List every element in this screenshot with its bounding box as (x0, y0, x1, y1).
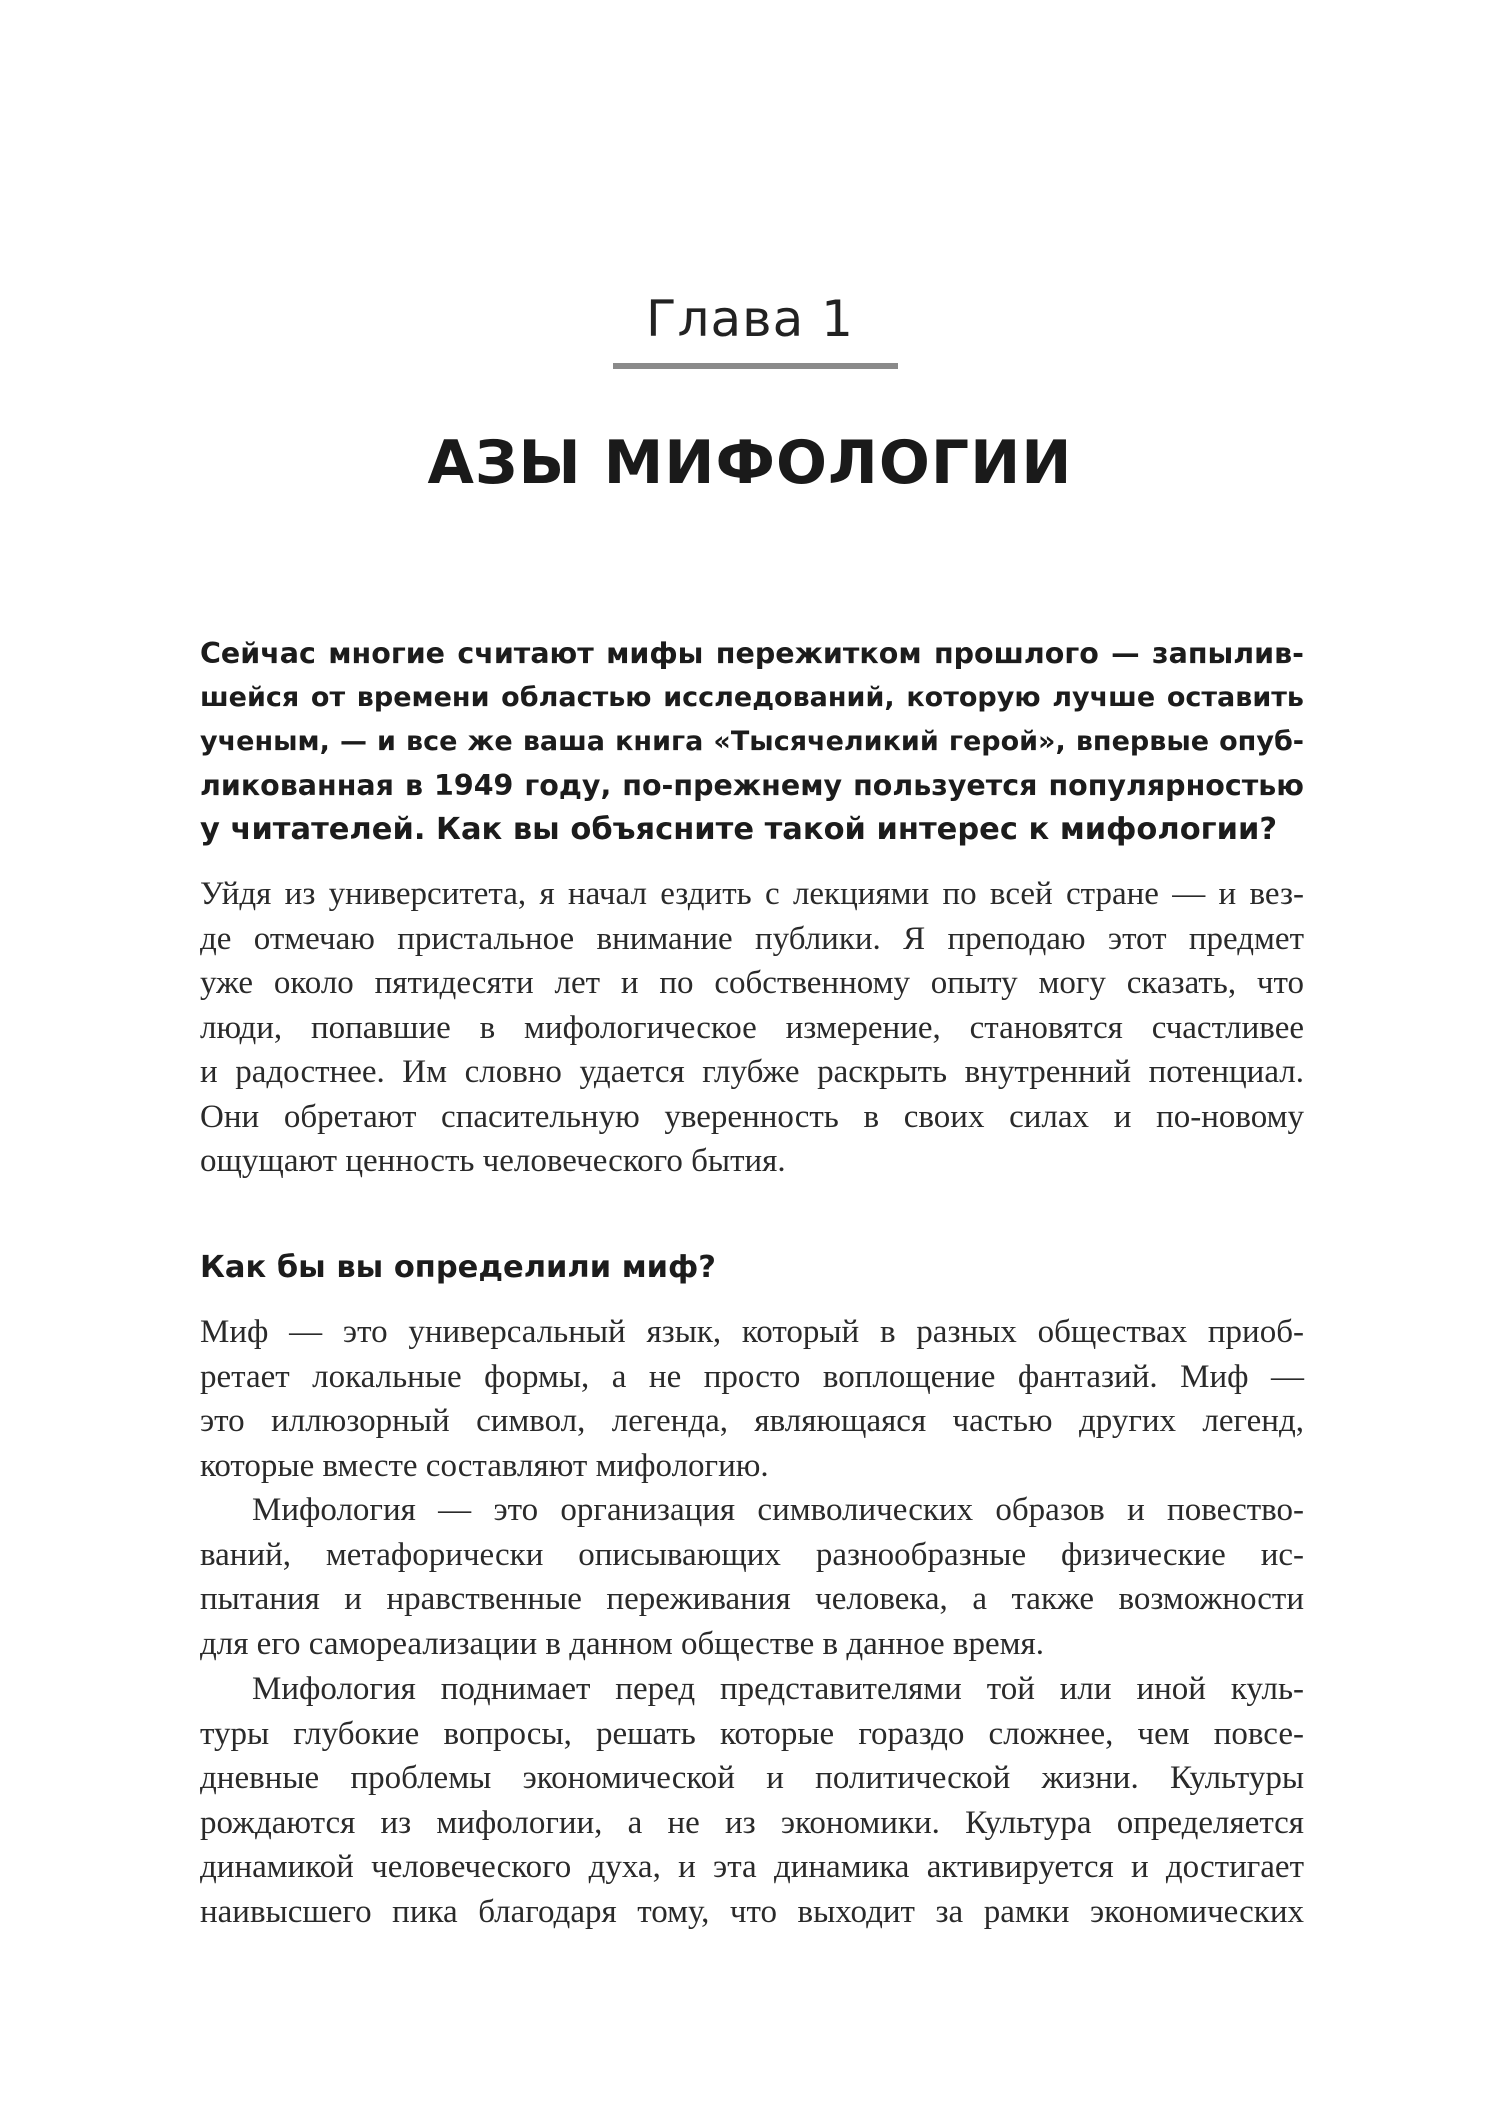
answer-1 (200, 872, 1304, 1184)
answer-2-line: дневные проблемы экономической и политической жизни. Культуры (200, 1760, 1304, 1796)
question-2 (200, 1246, 1304, 1290)
question-1-line: у читателей. Как вы объясните такой интерес к мифологии? (200, 812, 1278, 847)
question-2-line: Как бы вы определили миф? (200, 1250, 716, 1285)
answer-2-paragraph-3 (200, 1667, 1304, 1934)
question-1-line: Сейчас многие считают мифы пережитком прошлого — запылив- (200, 637, 1304, 670)
question-1-line: ликованная в 1949 году, по-прежнему пользуется популярностью (200, 769, 1304, 802)
answer-2-line: туры глубокие вопросы, решать которые гораздо сложнее, чем повсе- (200, 1715, 1304, 1752)
chapter-divider (613, 363, 898, 369)
answer-2-line: рождаются из мифологии, а не из экономики. Культура определяется (200, 1804, 1304, 1841)
answer-1-line: Они обретают спасительную уверенность в своих силах и по-новому (200, 1098, 1304, 1135)
answer-2-paragraph-1 (200, 1310, 1304, 1488)
answer-2-line: наивысшего пика благодаря тому, что выходит за рамки экономических (200, 1893, 1304, 1930)
answer-1-line: люди, попавшие в мифологическое измерение, становятся счастливее (200, 1009, 1304, 1046)
question-1-line: ученым, — и все же ваша книга «Тысячеликий герой», впервые опуб- (200, 726, 1304, 757)
answer-1-line: и радостнее. Им словно удается глубже раскрыть внутренний потенциал. (200, 1054, 1304, 1090)
answer-1-line: де отмечаю пристальное внимание публики. Я преподаю этот предмет (200, 920, 1304, 957)
question-1-line: шейся от времени областью исследований, которую лучше оставить (200, 682, 1304, 713)
answer-2-line: ваний, метафорически описывающих разнообразные физические ис- (200, 1536, 1304, 1573)
answer-2-line: Мифология поднимает перед представителями той или иной куль- (252, 1671, 1304, 1707)
answer-2-line: для его самореализации в данном обществе в данное время. (200, 1625, 1044, 1662)
answer-1-line: уже около пятидесяти лет и по собственному опыту могу сказать, что (200, 965, 1304, 1001)
answer-2-line: динамикой человеческого духа, и эта динамика активируется и достигает (200, 1849, 1304, 1885)
answer-2-line: это иллюзорный символ, легенда, являющаяся частью других легенд, (200, 1403, 1304, 1439)
answer-1-line: ощущают ценность человеческого бытия. (200, 1143, 786, 1179)
chapter-title: АЗЫ МИФОЛОГИИ (427, 428, 1073, 498)
answer-2-paragraph-2 (200, 1488, 1304, 1666)
answer-2-line: Мифология — это организация символических образов и повество- (252, 1492, 1304, 1528)
answer-2-line: Миф — это универсальный язык, который в разных обществах приоб- (200, 1314, 1304, 1350)
answer-2-line: пытания и нравственные переживания человека, а также возможности (200, 1581, 1304, 1617)
answer-1-line: Уйдя из университета, я начал ездить с лекциями по всей стране — и вез- (200, 876, 1304, 912)
question-1 (200, 632, 1304, 852)
answer-2-line: ретает локальные формы, а не просто воплощение фантазий. Миф — (200, 1358, 1304, 1395)
answer-2-line: которые вместе составляют мифологию. (200, 1447, 769, 1484)
chapter-label: Глава 1 (646, 290, 854, 348)
